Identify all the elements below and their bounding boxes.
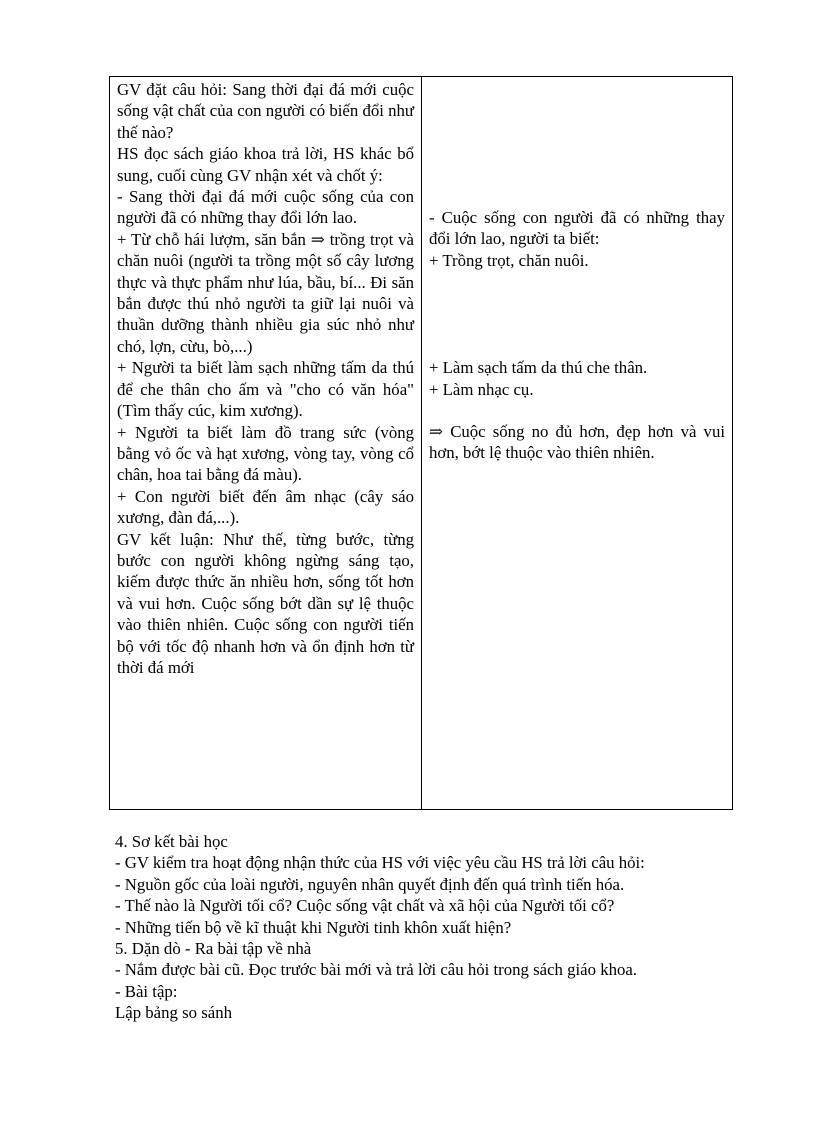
summary-line: - Thế nào là Người tối cổ? Cuộc sống vật chất và xã hội của Người tối cổ? (115, 896, 615, 916)
teacher-question: GV đặt câu hỏi: Sang thời đại đá mới cuộc sống vật chất của con người có biến đổi như thế nào? (117, 80, 414, 142)
homework-line: - Bài tập: (115, 981, 178, 1001)
teacher-activity-cell (110, 77, 422, 810)
right-point-3: + Làm sạch tấm da thú che thân. (429, 358, 648, 378)
homework-line: - Nắm được bài cũ. Đọc trước bài mới và trả lời câu hỏi trong sách giáo khoa. (115, 960, 638, 980)
spacer (429, 400, 725, 421)
summary-line: - Nguồn gốc của loài người, nguyên nhân quyết định đến quá trình tiến hóa. (115, 874, 625, 894)
lesson-summary (115, 831, 735, 1024)
left-point-3: + Người ta biết làm sạch những tấm da thú để che thân cho ấm và "cho có văn hóa" (Tìm thấy cúc, kim xương). (117, 358, 414, 421)
summary-heading: 4. Sơ kết bài học (115, 832, 228, 851)
summary-line: - GV kiểm tra hoạt động nhận thức của HS với việc yêu cầu HS trả lời câu hỏi: (115, 853, 645, 873)
right-point-1: - Cuộc sống con người đã có những thay đổi lớn lao, người ta biết: (429, 208, 725, 249)
homework-heading: 5. Dặn dò - Ra bài tập về nhà (115, 939, 312, 959)
right-point-2: + Trồng trọt, chăn nuôi. (429, 250, 589, 270)
homework-line: Lập bảng so sánh (115, 1003, 232, 1023)
left-point-1: - Sang thời đại đá mới cuộc sống của con người đã có những thay đổi lớn lao. (117, 187, 414, 228)
left-point-4: + Người ta biết làm đồ trang sức (vòng bằng vỏ ốc và hạt xương, vòng tay, vòng cổ chân, hoa tai bằng đá màu). (117, 422, 414, 485)
right-point-4: + Làm nhạc cụ. (429, 379, 534, 399)
student-answer-instruction: HS đọc sách giáo khoa trả lời, HS khác bổ sung, cuối cùng GV nhận xét và chốt ý: (117, 144, 414, 185)
left-point-5: + Con người biết đến âm nhạc (cây sáo xương, đàn đá,...). (117, 486, 414, 528)
left-point-2: + Từ chỗ hái lượm, săn bắn ⇒ trồng trọt và chăn nuôi (người ta trồng một số cây lương thực và thực phẩm như lúa, bầu, bí... Đi săn bắn được thú nhỏ người ta giữ lại nuôi và thuần dưỡng thành nhiều gia súc nhỏ như chó, lợn, cừu, bò,...) (117, 229, 414, 356)
key-knowledge-cell (422, 77, 733, 810)
spacer (429, 79, 725, 207)
right-point-5: ⇒ Cuộc sống no đủ hơn, đẹp hơn và vui hơn, bớt lệ thuộc vào thiên nhiên. (429, 422, 725, 463)
teacher-conclusion: GV kết luận: Như thế, từng bước, từng bước con người không ngừng sáng tạo, kiếm được thức ăn nhiều hơn, sống tốt hơn và vui hơn. Cuộc sống bớt dần sự lệ thuộc vào thiên nhiên. Cuộc sống con người tiến bộ với tốc độ nhanh hơn và ổn định hơn từ thời đá mới (117, 529, 414, 677)
spacer (429, 271, 725, 357)
summary-line: - Những tiến bộ về kĩ thuật khi Người tinh khôn xuất hiện? (115, 917, 512, 937)
lesson-table (109, 76, 733, 810)
table-row (110, 77, 733, 810)
